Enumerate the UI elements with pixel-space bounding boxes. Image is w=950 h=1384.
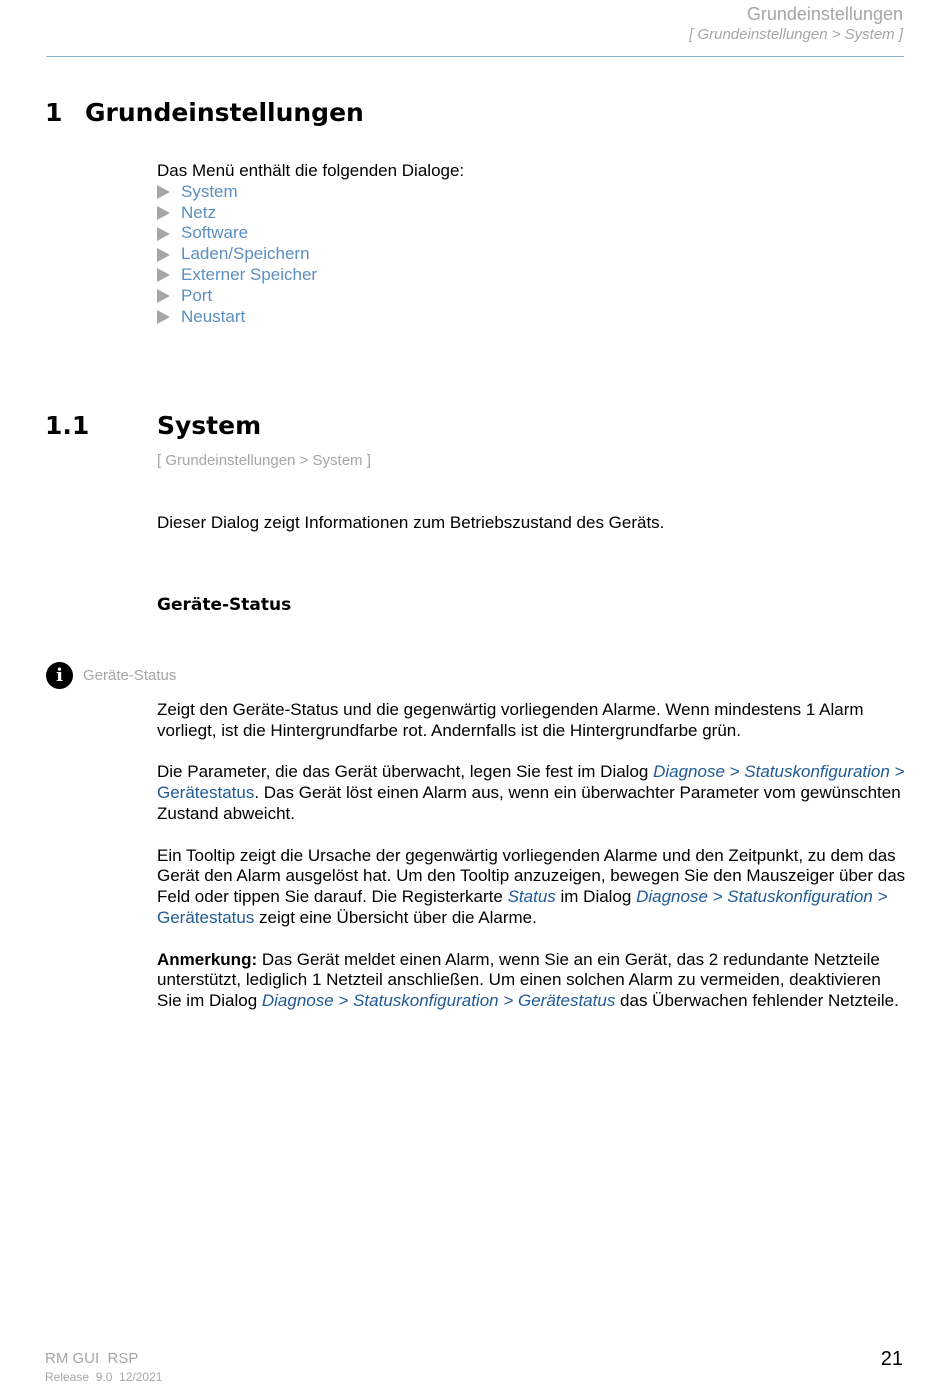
list-item[interactable]	[157, 286, 464, 307]
paragraph-text: Zeigt den Geräte-Status und die gegenwärtig vorliegenden Alarme. Wenn mindestens 1 Alarm vorliegt, ist die Hintergrundfarbe rot. Andernfalls ist die Hintergrundfarbe grün.	[157, 700, 864, 740]
body-text	[157, 700, 907, 1033]
footer-product: RM GUI RSP	[45, 1350, 139, 1367]
paragraph	[157, 950, 907, 1012]
list-item[interactable]	[157, 265, 464, 286]
triangle-bullet-icon	[157, 248, 170, 262]
note-label: Anmerkung:	[157, 949, 258, 969]
link-software[interactable]: Software	[181, 223, 249, 243]
paragraph	[157, 700, 907, 742]
paragraph-text: zeigt eine Übersicht über die Alarme.	[254, 907, 537, 927]
page-number: 21	[880, 1348, 903, 1370]
info-icon: i	[46, 662, 73, 689]
chapter-heading	[45, 98, 364, 127]
triangle-bullet-icon	[157, 289, 170, 303]
triangle-bullet-icon	[157, 310, 170, 324]
footer-release: Release 9.0 12/2021	[45, 1370, 163, 1384]
link-laden-speichern[interactable]: Laden/Speichern	[181, 244, 310, 264]
triangle-bullet-icon	[157, 185, 170, 199]
section-description: Dieser Dialog zeigt Informationen zum Betriebszustand des Geräts.	[157, 513, 665, 532]
running-header-title: Grundeinstellungen	[746, 4, 903, 24]
dialog-reference-link[interactable]: Diagnose > Statuskonfiguration >	[636, 887, 888, 907]
list-item[interactable]	[157, 182, 464, 203]
subsection-title: Geräte-Status	[157, 595, 292, 615]
link-port[interactable]: Port	[181, 285, 213, 305]
paragraph-text: Das Gerät meldet einen Alarm, wenn Sie an ein Gerät, das 2 redundante Netzteile unterstützt, lediglich 1 Netzteil anschließen. Um einen solchen Alarm zu vermeiden, deaktivieren Sie im Dialog	[157, 949, 881, 1011]
info-label: Geräte-Status	[83, 667, 177, 684]
link-neustart[interactable]: Neustart	[181, 306, 246, 326]
chapter-number: 1	[45, 98, 63, 127]
paragraph-text: Die Parameter, die das Gerät überwacht, legen Sie fest im Dialog	[157, 762, 654, 782]
intro-block	[157, 161, 464, 327]
paragraph	[157, 762, 907, 824]
dialog-reference-link[interactable]: Gerätestatus	[157, 907, 255, 927]
paragraph-text: . Das Gerät löst einen Alarm aus, wenn ein überwachter Parameter vom gewünschten Zustand abweicht.	[157, 783, 901, 823]
dialog-reference-link[interactable]: Gerätestatus	[157, 783, 255, 803]
triangle-bullet-icon	[157, 227, 170, 241]
dialog-reference-link[interactable]: Diagnose > Statuskonfiguration >	[653, 762, 905, 782]
dialog-reference-link[interactable]: Diagnose > Statuskonfiguration > Gerätestatus	[261, 991, 616, 1011]
link-netz[interactable]: Netz	[181, 202, 216, 222]
list-item[interactable]	[157, 203, 464, 224]
triangle-bullet-icon	[157, 206, 170, 220]
paragraph-text: das Überwachen fehlender Netzteile.	[615, 991, 899, 1011]
section-breadcrumb: [ Grundeinstellungen > System ]	[157, 452, 371, 469]
link-system[interactable]: System	[181, 181, 238, 201]
list-item[interactable]	[157, 244, 464, 265]
running-header-breadcrumb: [ Grundeinstellungen > System ]	[689, 26, 903, 43]
link-externer-speicher[interactable]: Externer Speicher	[181, 264, 318, 284]
dialog-list	[157, 182, 464, 328]
paragraph-text: im Dialog	[555, 887, 637, 907]
section-number: 1.1	[45, 411, 90, 440]
paragraph	[157, 846, 907, 929]
triangle-bullet-icon	[157, 268, 170, 282]
tab-reference-link[interactable]: Status	[507, 887, 556, 907]
section-title: System	[157, 411, 262, 440]
list-item[interactable]	[157, 307, 464, 328]
list-item[interactable]	[157, 223, 464, 244]
intro-text: Das Menü enthält die folgenden Dialoge:	[157, 161, 465, 180]
header-divider	[46, 56, 904, 57]
chapter-title: Grundeinstellungen	[85, 98, 364, 127]
paragraph-text: Ein Tooltip zeigt die Ursache der gegenwärtig vorliegenden Alarme und den Zeitpunkt, zu dem das Gerät den Alarm ausgelöst hat. Um den Tooltip anzuzeigen, bewegen Sie den Mauszeiger über das Feld oder tippen Sie darauf. Die Registerkarte	[157, 845, 906, 907]
